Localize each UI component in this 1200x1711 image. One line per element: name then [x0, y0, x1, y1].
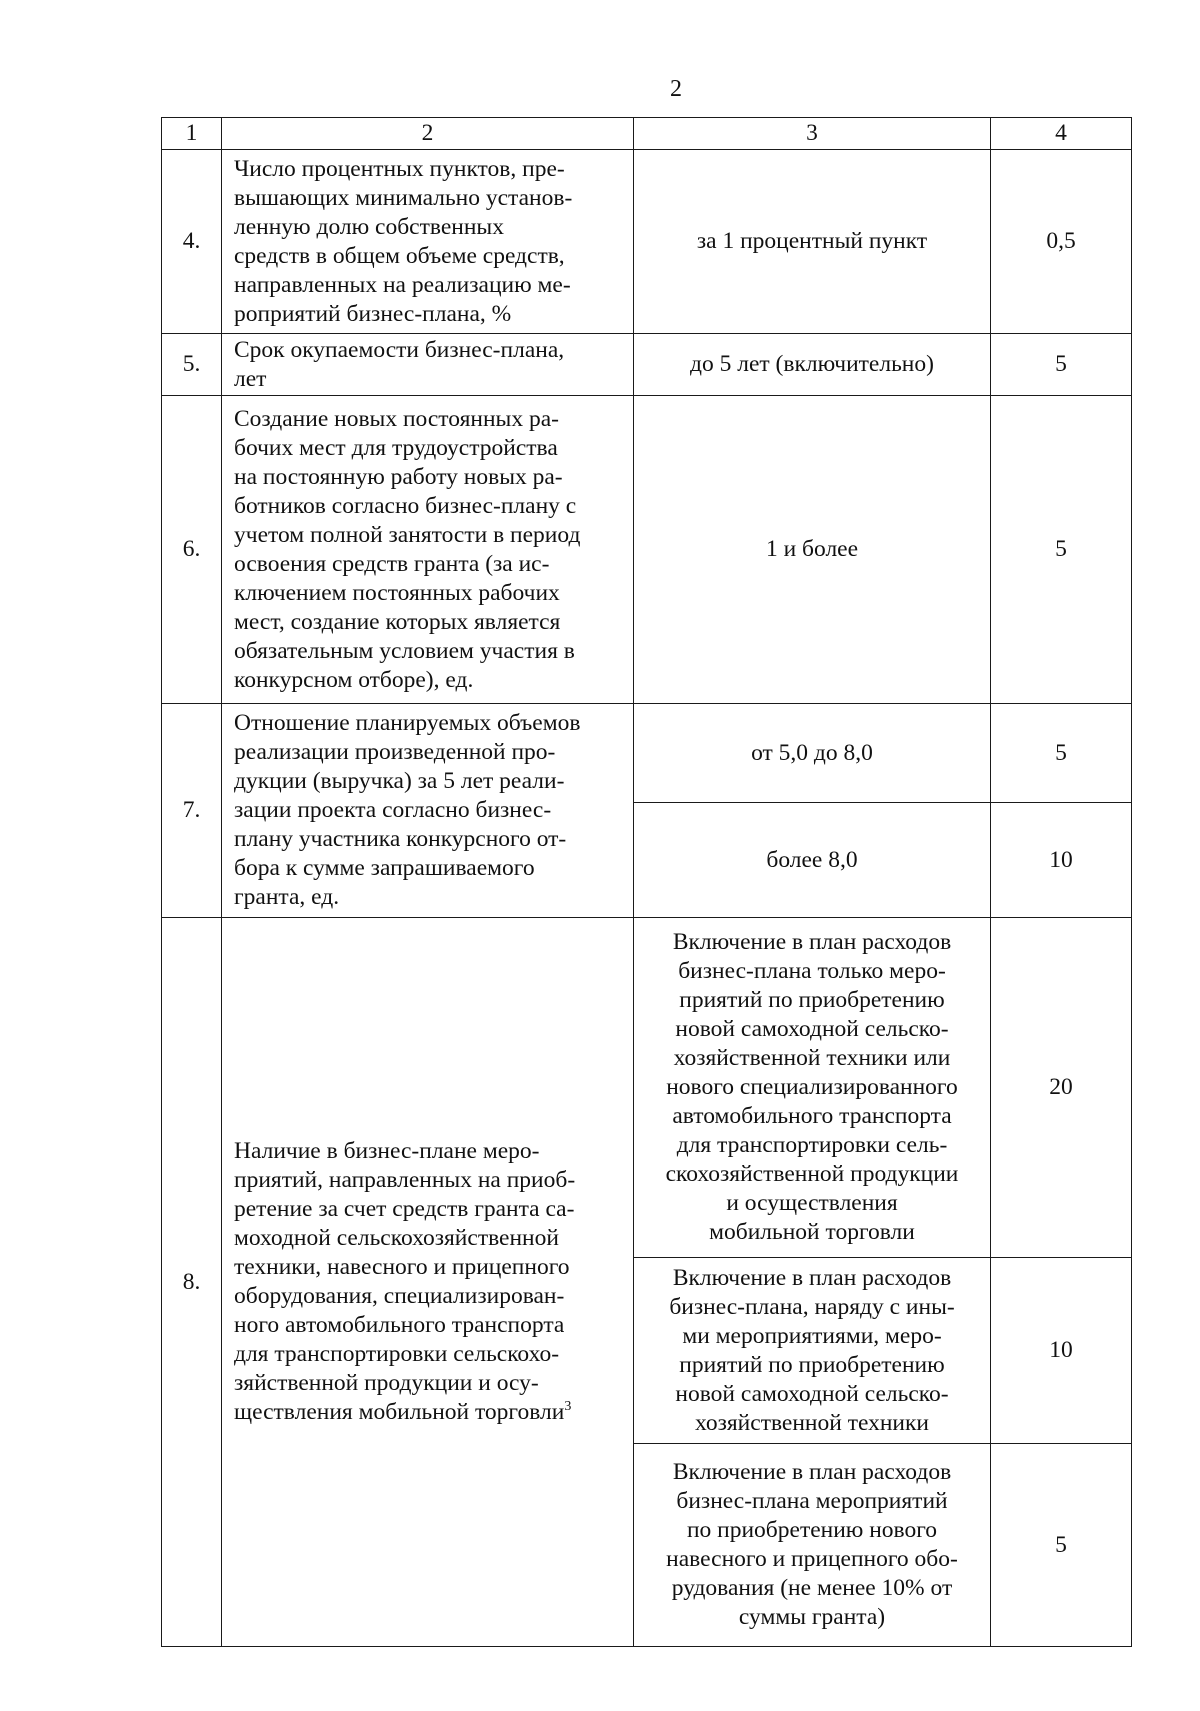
footnote-marker: 3	[564, 1399, 572, 1415]
row-number: 6.	[162, 396, 222, 704]
condition-text: более 8,0	[634, 803, 991, 918]
score-value: 20	[991, 918, 1132, 1258]
score-value: 5	[991, 334, 1132, 396]
score-value: 5	[991, 704, 1132, 803]
criterion-text: Наличие в бизнес-плане меро- приятий, направленных на приоб- ретение за счет средств гранта са- моходной сельскохозяйственной техники, навесного и прицепного оборудования, специализирован- ного автомобильного транспорта для транспортировки сельскохо- зяйственной продукции и осу- ществления мобильной торговли	[234, 1138, 576, 1425]
score-value: 10	[991, 1258, 1132, 1444]
criterion-text: Отношение планируемых объемов реализации произведенной про- дукции (выручка) за 5 лет реали- зации проекта согласно бизнес- плану участника конкурсного от- бора к сумме запрашиваемого гранта, ед.	[222, 704, 634, 918]
criteria-table	[161, 117, 1132, 1647]
condition-text: Включение в план расходов бизнес-плана мероприятий по приобретению нового навесного и прицепного обо- рудования (не менее 10% от суммы гранта)	[634, 1444, 991, 1647]
header-cell-col3: 3	[634, 118, 991, 150]
condition-text: 1 и более	[634, 396, 991, 704]
criterion-cell	[222, 918, 634, 1647]
criterion-text: Срок окупаемости бизнес-плана, лет	[222, 334, 634, 396]
page-number: 2	[670, 76, 682, 102]
score-value: 5	[991, 396, 1132, 704]
condition-text: от 5,0 до 8,0	[634, 704, 991, 803]
criterion-text: Создание новых постоянных ра- бочих мест для трудоустройства на постоянную работу новых ра- ботников согласно бизнес-плану с учетом полной занятости в период освоения средств гранта (за ис- ключением постоянных рабочих мест, создание которых является обязательным условием участия в конкурсном отборе), ед.	[222, 396, 634, 704]
table-row	[162, 704, 1132, 803]
condition-text: Включение в план расходов бизнес-плана, наряду с ины- ми мероприятиями, меро- приятий по приобретению новой самоходной сельско- хозяйственной техники	[634, 1258, 991, 1444]
table-row	[162, 396, 1132, 704]
table-row	[162, 918, 1132, 1258]
score-value: 0,5	[991, 150, 1132, 334]
header-cell-col2: 2	[222, 118, 634, 150]
score-value: 10	[991, 803, 1132, 918]
score-value: 5	[991, 1444, 1132, 1647]
row-number: 8.	[162, 918, 222, 1647]
header-cell-col4: 4	[991, 118, 1132, 150]
row-number: 5.	[162, 334, 222, 396]
table-row	[162, 150, 1132, 334]
table-header-row	[162, 118, 1132, 150]
header-cell-col1: 1	[162, 118, 222, 150]
condition-text: до 5 лет (включительно)	[634, 334, 991, 396]
row-number: 4.	[162, 150, 222, 334]
table-row	[162, 334, 1132, 396]
condition-text: Включение в план расходов бизнес-плана только меро- приятий по приобретению новой самоходной сельско- хозяйственной техники или нового специализированного автомобильного транспорта для транспортировки сель- скохозяйственной продукции и осуществления мобильной торговли	[634, 918, 991, 1258]
criterion-text: Число процентных пунктов, пре- вышающих минимально установ- ленную долю собственных средств в общем объеме средств, направленных на реализацию ме- роприятий бизнес-плана, %	[222, 150, 634, 334]
row-number: 7.	[162, 704, 222, 918]
condition-text: за 1 процентный пункт	[634, 150, 991, 334]
